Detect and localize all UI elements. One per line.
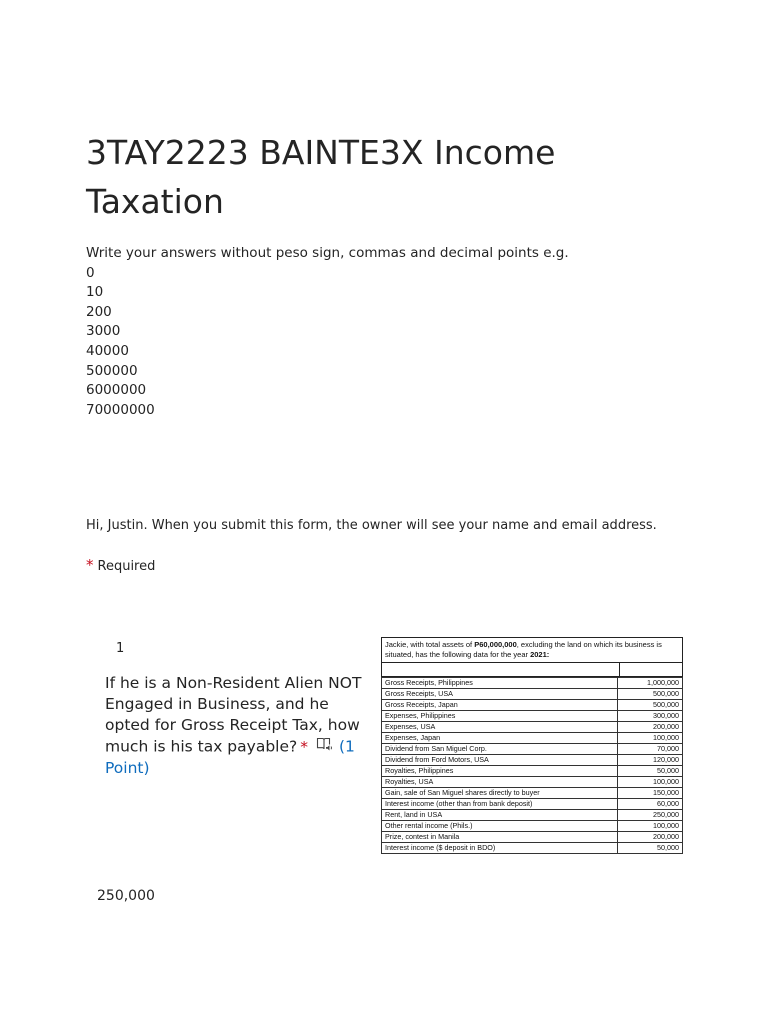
example-value: 10 (86, 284, 104, 301)
example-value: 6000000 (86, 382, 147, 399)
row-amount: 50,000 (618, 766, 683, 777)
row-label: Royalties, USA (382, 777, 618, 788)
immersive-reader-icon[interactable] (316, 736, 333, 758)
row-amount: 200,000 (618, 832, 683, 843)
example-value: 0 (86, 264, 95, 281)
row-amount: 120,000 (618, 755, 683, 766)
table-row (382, 821, 683, 832)
table-row (382, 744, 683, 755)
required-asterisk: * (86, 556, 94, 574)
required-asterisk: * (300, 737, 308, 756)
table-row (382, 777, 683, 788)
row-amount: 1,000,000 (618, 678, 683, 689)
row-amount: 60,000 (618, 799, 683, 810)
row-amount: 300,000 (618, 711, 683, 722)
table-row (382, 700, 683, 711)
example-value: 40000 (86, 342, 129, 359)
row-amount: 100,000 (618, 821, 683, 832)
table-row (382, 722, 683, 733)
table-row (382, 788, 683, 799)
question-number: 1 (116, 641, 125, 656)
caption-text: , excluding the land on which its business is situated, has the following data for the year (385, 640, 662, 659)
row-amount: 50,000 (618, 843, 683, 854)
table-caption (381, 637, 683, 662)
row-label: Gross Receipts, Japan (382, 700, 618, 711)
row-amount: 500,000 (618, 689, 683, 700)
row-label: Prize, contest in Manila (382, 832, 618, 843)
caption-year: 2021: (530, 650, 550, 659)
row-label: Gross Receipts, USA (382, 689, 618, 700)
row-label: Gain, sale of San Miguel shares directly to buyer (382, 788, 618, 799)
row-label: Expenses, USA (382, 722, 618, 733)
table-row (382, 755, 683, 766)
example-value: 70000000 (86, 401, 155, 418)
instructions-text: Write your answers without peso sign, commas and decimal points e.g. (86, 245, 569, 261)
answer-value[interactable]: 250,000 (97, 888, 155, 904)
question-image-table (381, 637, 683, 863)
question-points: (1 Point) (105, 737, 355, 777)
example-value: 500000 (86, 362, 138, 379)
row-amount: 100,000 (618, 733, 683, 744)
row-label: Interest income (other than from bank deposit) (382, 799, 618, 810)
required-legend (86, 556, 155, 574)
table-row (382, 799, 683, 810)
row-amount: 500,000 (618, 700, 683, 711)
row-label: Rent, land in USA (382, 810, 618, 821)
table-row (382, 689, 683, 700)
row-label: Expenses, Philippines (382, 711, 618, 722)
table-row (382, 843, 683, 854)
income-data-table (381, 677, 683, 854)
table-row (382, 733, 683, 744)
table-blank-row (381, 662, 683, 677)
row-label: Dividend from San Miguel Corp. (382, 744, 618, 755)
example-value: 3000 (86, 323, 121, 340)
table-row (382, 810, 683, 821)
question-title (105, 673, 375, 779)
table-row (382, 832, 683, 843)
caption-total-assets: P60,000,000 (474, 640, 517, 649)
row-amount: 200,000 (618, 722, 683, 733)
row-amount: 150,000 (618, 788, 683, 799)
example-value: 200 (86, 303, 112, 320)
required-label: Required (97, 559, 156, 574)
row-label: Other rental income (Phils.) (382, 821, 618, 832)
form-title: 3TAY2223 BAINTE3X Income Taxation (86, 133, 556, 221)
row-label: Gross Receipts, Philippines (382, 678, 618, 689)
question-text: If he is a Non-Resident Alien NOT Engaged in Business, and he opted for Gross Receipt Tax, how much is his tax payable? (105, 674, 362, 756)
row-label: Dividend from Ford Motors, USA (382, 755, 618, 766)
row-label: Royalties, Philippines (382, 766, 618, 777)
table-row (382, 766, 683, 777)
row-amount: 250,000 (618, 810, 683, 821)
identity-notice: Hi, Justin. When you submit this form, the owner will see your name and email address. (86, 518, 657, 533)
table-row (382, 678, 683, 689)
row-label: Expenses, Japan (382, 733, 618, 744)
row-amount: 100,000 (618, 777, 683, 788)
table-row (382, 711, 683, 722)
row-label: Interest income ($ deposit in BDO) (382, 843, 618, 854)
caption-text: Jackie, with total assets of (385, 640, 475, 649)
form-description (86, 244, 569, 420)
row-amount: 70,000 (618, 744, 683, 755)
